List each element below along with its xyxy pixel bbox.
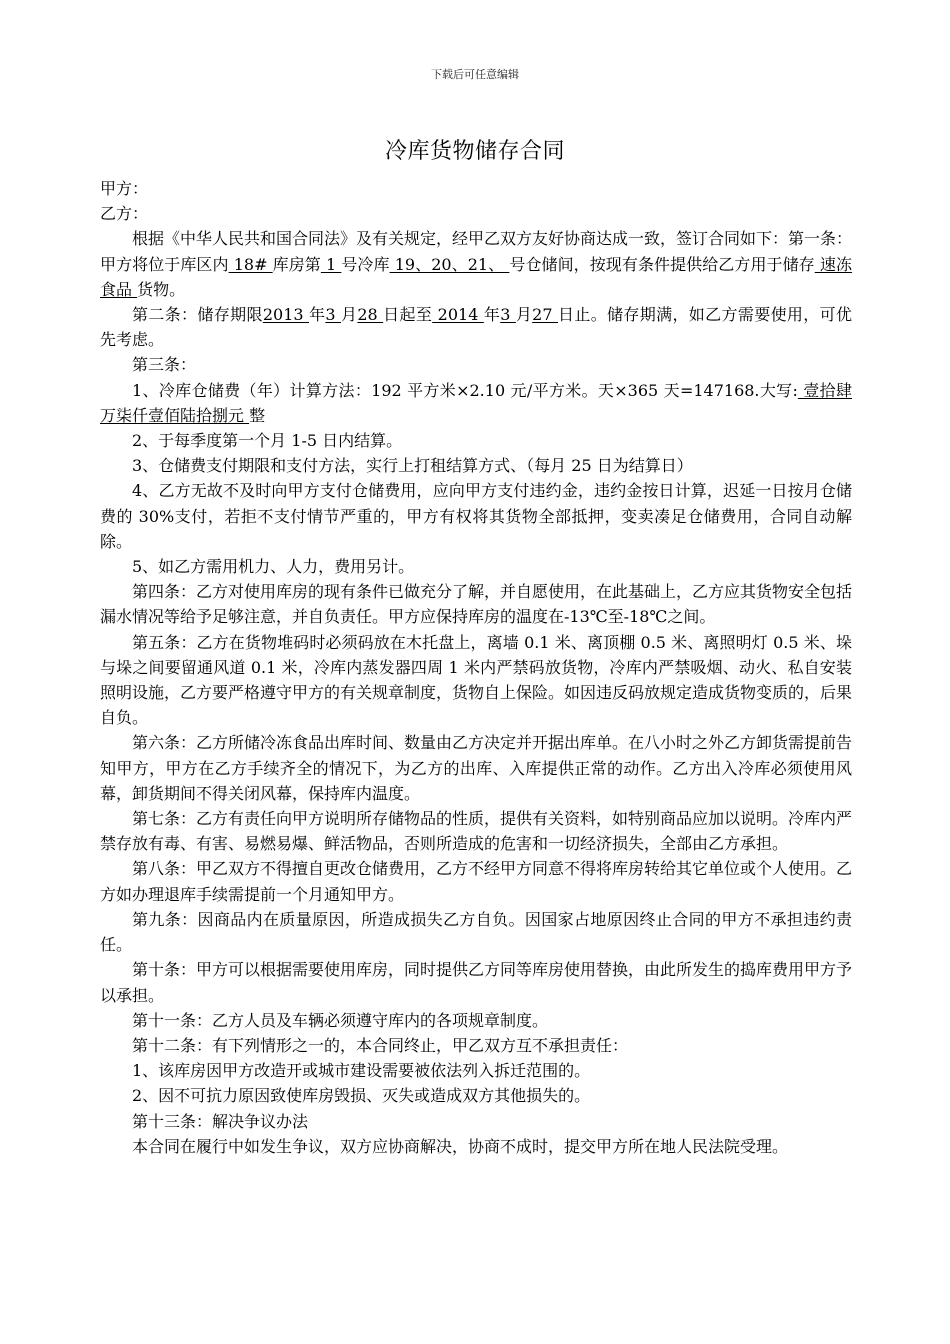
start-year: 2013 (262, 305, 309, 325)
party-a-line: 甲方： (100, 179, 149, 198)
text: 库房第 (272, 254, 321, 274)
amount-in-words: 壹拾肆万柒仟壹佰陆拾捌元 (100, 380, 852, 425)
unit-number: 1 (320, 254, 342, 274)
party-b-line: 乙方： (100, 204, 149, 224)
page-header-note: 下载后可任意编辑 (431, 68, 519, 81)
text: 年 (483, 305, 501, 325)
article-1-paragraph (100, 226, 852, 302)
zone-number: 18# (228, 254, 273, 274)
article-12-item-2: 2、因不可抗力原因致使库房毁损、灭失或造成双方其他损失的。 (132, 1086, 591, 1106)
article-6-paragraph: 第六条：乙方所储冷冻食品出库时间、数量由乙方决定并开据出库单。在八小时之外乙方卸货需提前告知甲方，甲方在乙方手续齐全的情况下，为乙方的出库、入库提供正常的动作。乙方出入冷库必须使用风幕，卸货期间不得关闭风幕，保持库内温度。 (100, 733, 853, 803)
article-3-item-3: 3、仓储费支付期限和支付方法，实行上打租结算方式、（每月 25 日为结算日） (132, 456, 693, 476)
goods-type: 速冻食品 (100, 254, 852, 299)
text: 1、冷库仓储费（年）计算方法：192 平方米×2.10 元/平方米。天×365 天=147168.大写: (132, 380, 798, 400)
article-9-paragraph: 第九条：因商品内在质量原因，所造成损失乙方自负。因国家占地原因终止合同的甲方不承担违约责任。 (100, 909, 852, 955)
contract-body (100, 176, 852, 1159)
document-title: 冷库货物储存合同 (384, 139, 565, 164)
text: 月 (340, 305, 358, 325)
article-3-item-1 (100, 378, 852, 428)
room-numbers: 19、20、21、 (389, 254, 510, 274)
article-13-body: 本合同在履行中如发生争议，双方应协商解决，协商不成时，提交甲方所在地人民法院受理。 (132, 1136, 789, 1156)
text: 月 (515, 305, 533, 325)
article-3-item-2: 2、于每季度第一个月 1-5 日内结算。 (132, 431, 403, 451)
end-month: 3 (500, 305, 516, 325)
article-5-paragraph: 第五条：乙方在货物堆码时必须码放在木托盘上，离墙 0.1 米、离顶棚 0.5 米、离照明灯 0.5 米、垛与垛之间要留通风道 0.1 米，冷库内蒸发器四周 1 米内严禁码放货物，冷库内严禁吸烟、动火、私自安装照明设施，乙方要严格遵守甲方的有关规章制度，货物自上保险。如因违反码放规定造成货物变质的，后果自负。 (100, 632, 853, 728)
article-11-paragraph: 第十一条：乙方人员及车辆必须遵守库内的各项规章制度。 (132, 1010, 549, 1030)
text: 日起至 (383, 305, 433, 325)
end-year: 2014 (432, 305, 484, 325)
article-13-title: 第十三条：解决争议办法 (132, 1111, 309, 1131)
text: 号仓储间，按现有条件提供给乙方用于储存 (509, 254, 815, 274)
text: 整 (249, 405, 266, 425)
start-month: 3 (325, 305, 341, 325)
article-10-paragraph: 第十条：甲方可以根据需要使用库房，同时提供乙方同等库房使用替换，由此所发生的捣库费用甲方予以承担。 (100, 960, 853, 1005)
text: 号冷库 (341, 254, 390, 274)
article-12-paragraph: 第十二条：有下列情形之一的，本合同终止，甲乙双方互不承担责任： (132, 1035, 629, 1055)
text: 年 (309, 305, 326, 325)
text: 日止。储存期满，如乙方需要使用，可优先考虑。 (100, 305, 852, 350)
article-2-paragraph (100, 302, 852, 352)
article-3-item-5: 5、如乙方需用机力、人力，费用另计。 (132, 557, 415, 577)
article-8-paragraph: 第八条：甲乙双方不得擅自更改仓储费用，乙方不经甲方同意不得将库房转给其它单位或个人使用。乙方如办理退库手续需提前一个月通知甲方。 (100, 859, 853, 904)
start-day: 28 (357, 305, 384, 325)
article-7-paragraph: 第七条：乙方有责任向甲方说明所存储物品的性质，提供有关资料，如特别商品应加以说明。冷库内严禁存放有毒、有害、易燃易爆、鲜活物品，否则所造成的危害和一切经济损失，全部由乙方承担。 (100, 809, 853, 854)
end-day: 27 (532, 305, 558, 325)
article-4-paragraph: 第四条：乙方对使用库房的现有条件已做充分了解，并自愿使用，在此基础上，乙方应其货物安全包括漏水情况等给予足够注意，并自负责任。甲方应保持库房的温度在-13℃至-18℃之间。 (100, 582, 853, 627)
text: 根据《中华人民共和国合同法》及有关规定，经甲乙双方友好协商达成一致，签订合同如下：第一条：甲方将位于库区内 (100, 229, 853, 274)
text: 第二条：储存期限 (132, 305, 263, 325)
article-3-title: 第三条： (132, 355, 197, 375)
article-12-item-1: 1、该库房因甲方改造开或城市建设需要被依法列入拆迁范围的。 (132, 1061, 591, 1081)
article-3-item-4: 4、乙方无故不及时向甲方支付仓储费用，应向甲方支付违约金，违约金按日计算，迟延一日按月仓储费的 30%支付，若拒不支付情节严重的，甲方有权将其货物全部抵押，变卖凑足仓储费用，合同自动解除。 (100, 481, 852, 551)
text: 货物。 (137, 279, 186, 299)
